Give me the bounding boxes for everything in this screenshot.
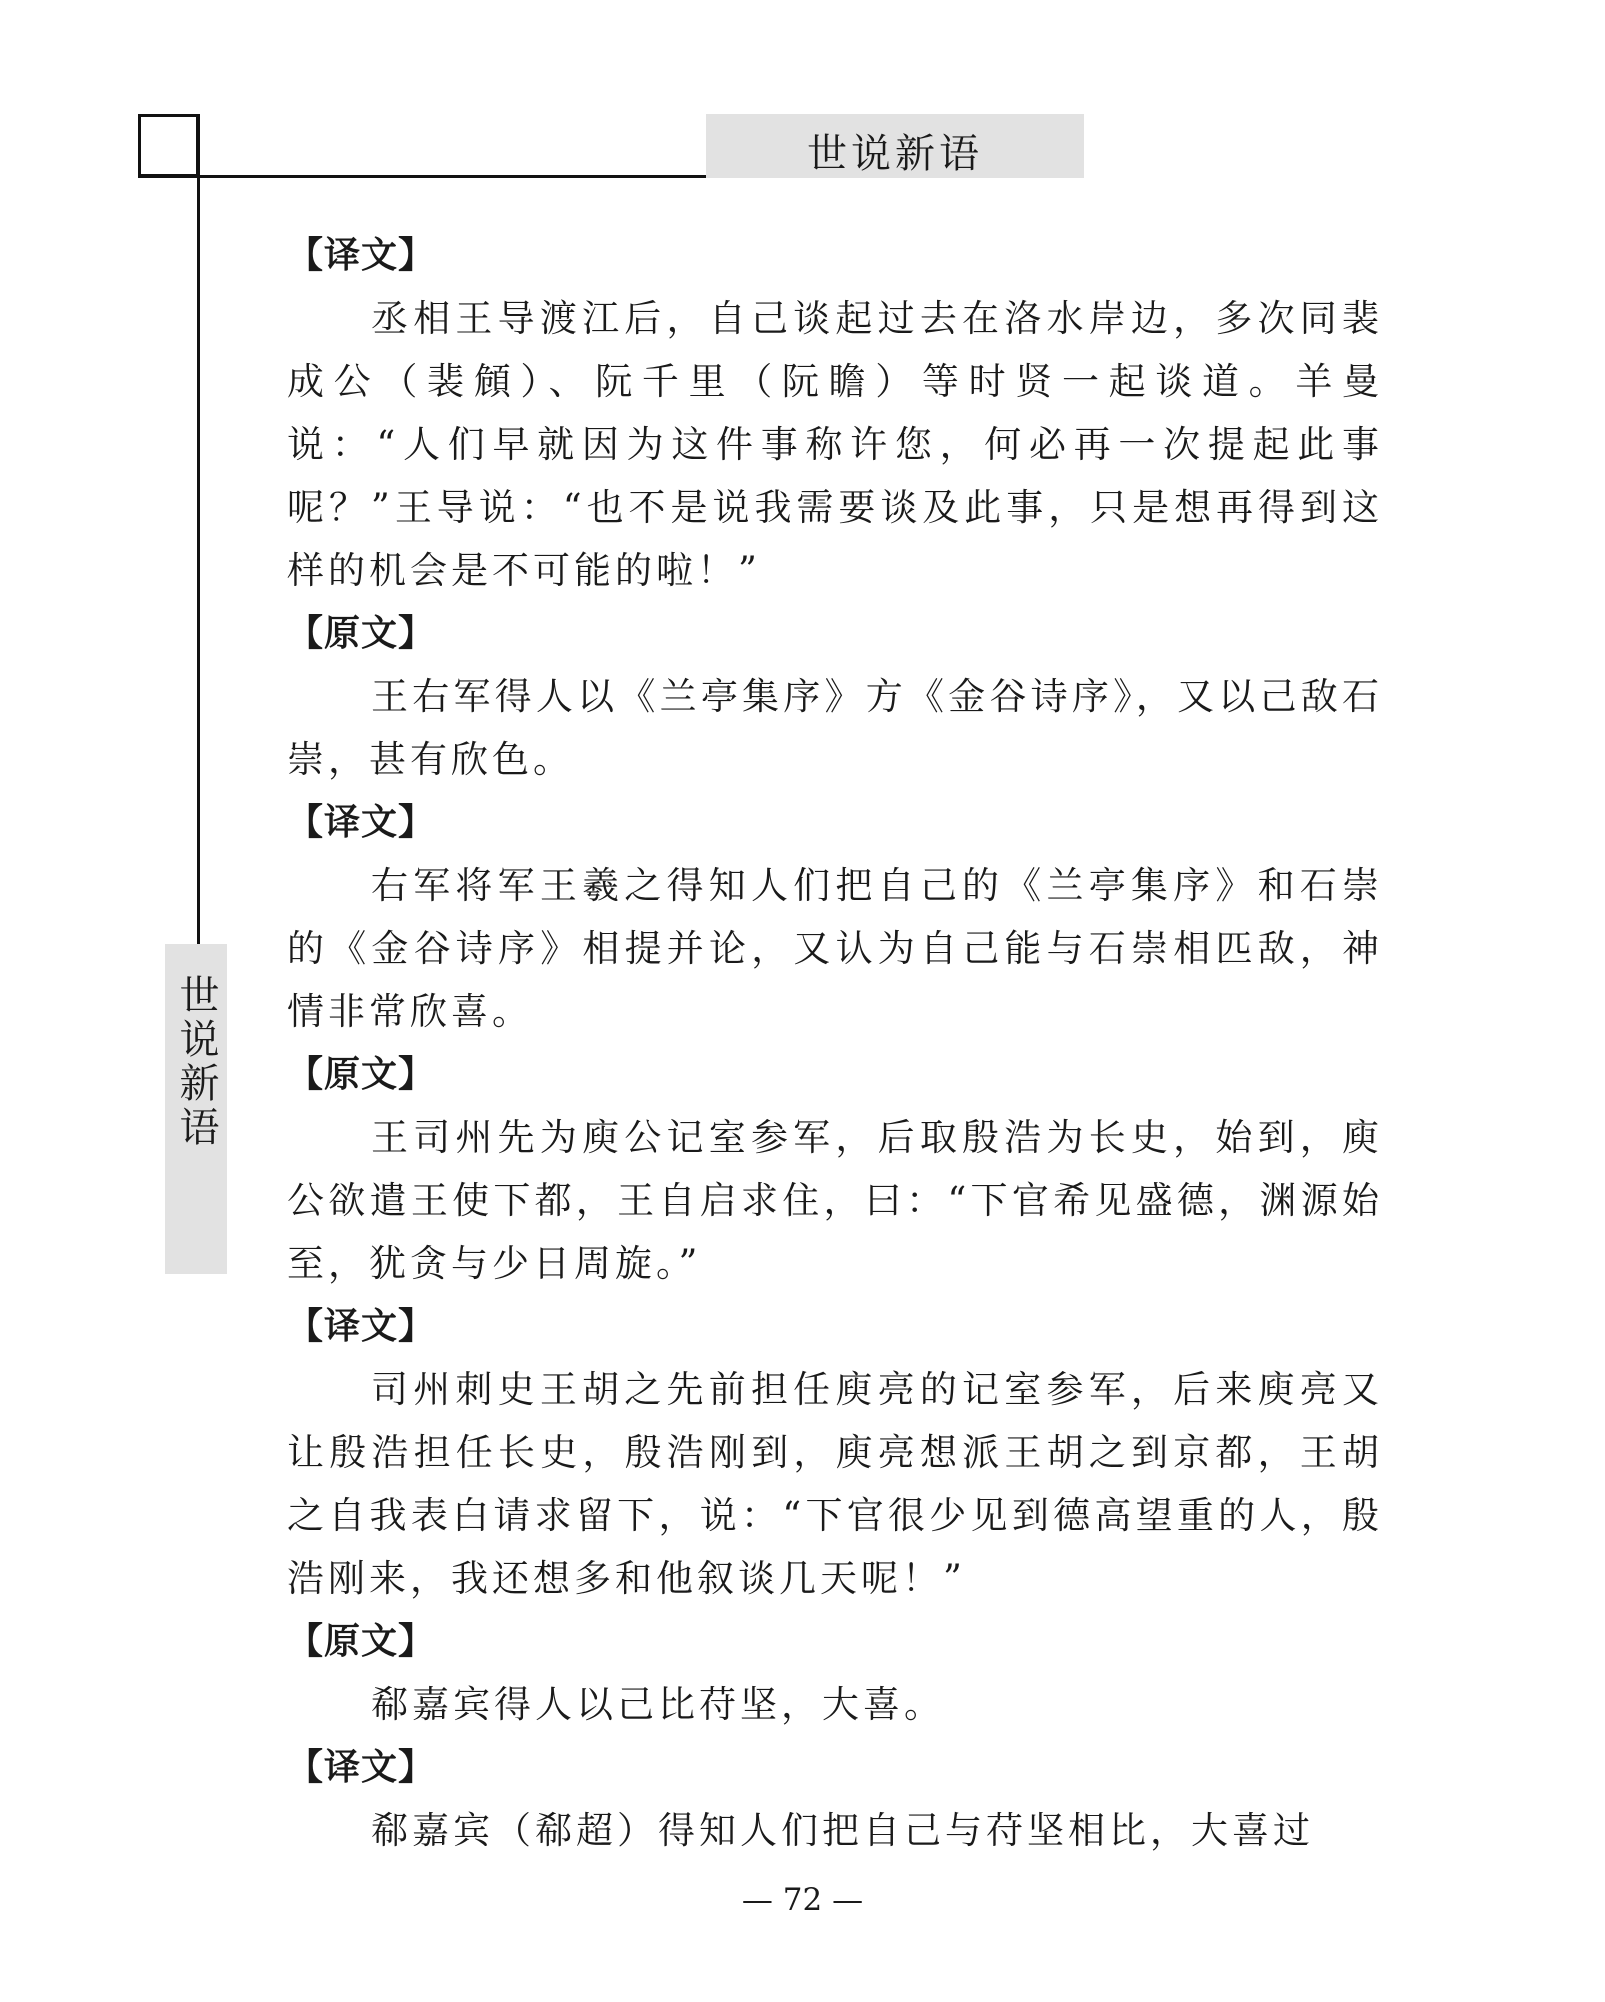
corner-frame xyxy=(138,114,199,177)
section-label: 【原文】 xyxy=(287,1621,436,1662)
margin-rule xyxy=(197,114,200,944)
side-tab-title: 世说新语 xyxy=(173,974,219,1150)
section-text: 丞相王导渡江后，自己谈起过去在洛水岸边，多次同裴成公（裴頠）、阮千里（阮瞻）等时贤一起谈道。羊曼说：“人们早就因为这件事称许您，何必再一次提起此事呢？”王导说：“也不是说我需要谈及此事，只是想再得到这样的机会是不可能的啦！” xyxy=(287,297,1383,592)
header-rule xyxy=(138,175,706,178)
section-text: 郗嘉宾（郗超）得知人们把自己与苻坚相比，大喜过 xyxy=(371,1809,1314,1852)
section-label: 【原文】 xyxy=(287,613,436,654)
book-title: 世说新语 xyxy=(807,131,983,177)
page-number: — 72 — xyxy=(741,1882,864,1918)
section-text: 郗嘉宾得人以己比苻坚，大喜。 xyxy=(371,1683,945,1726)
running-header xyxy=(706,114,1084,178)
section-label: 【译文】 xyxy=(287,802,436,843)
section-text: 司州刺史王胡之先前担任庾亮的记室参军，后来庾亮又让殷浩担任长史，殷浩刚到，庾亮想派王胡之到京都，王胡之自我表白请求留下，说：“下官很少见到德高望重的人，殷浩刚来，我还想多和他叙谈几天呢！” xyxy=(287,1368,1383,1600)
section-label: 【译文】 xyxy=(287,1747,436,1788)
page-body xyxy=(287,224,1383,1862)
section-text: 右军将军王羲之得知人们把自己的《兰亭集序》和石崇的《金谷诗序》相提并论，又认为自己能与石崇相匹敌，神情非常欣喜。 xyxy=(287,864,1383,1033)
section-label: 【原文】 xyxy=(287,1054,436,1095)
section-text: 王司州先为庾公记室参军，后取殷浩为长史，始到，庾公欲遣王使下都，王自启求住，曰：“下官希见盛德，渊源始至，犹贪与少日周旋。” xyxy=(287,1116,1383,1285)
section-label: 【译文】 xyxy=(287,235,436,276)
side-tab xyxy=(165,944,227,1274)
section-text: 王右军得人以《兰亭集序》方《金谷诗序》，又以己敌石崇，甚有欣色。 xyxy=(287,675,1383,781)
section-label: 【译文】 xyxy=(287,1306,436,1347)
